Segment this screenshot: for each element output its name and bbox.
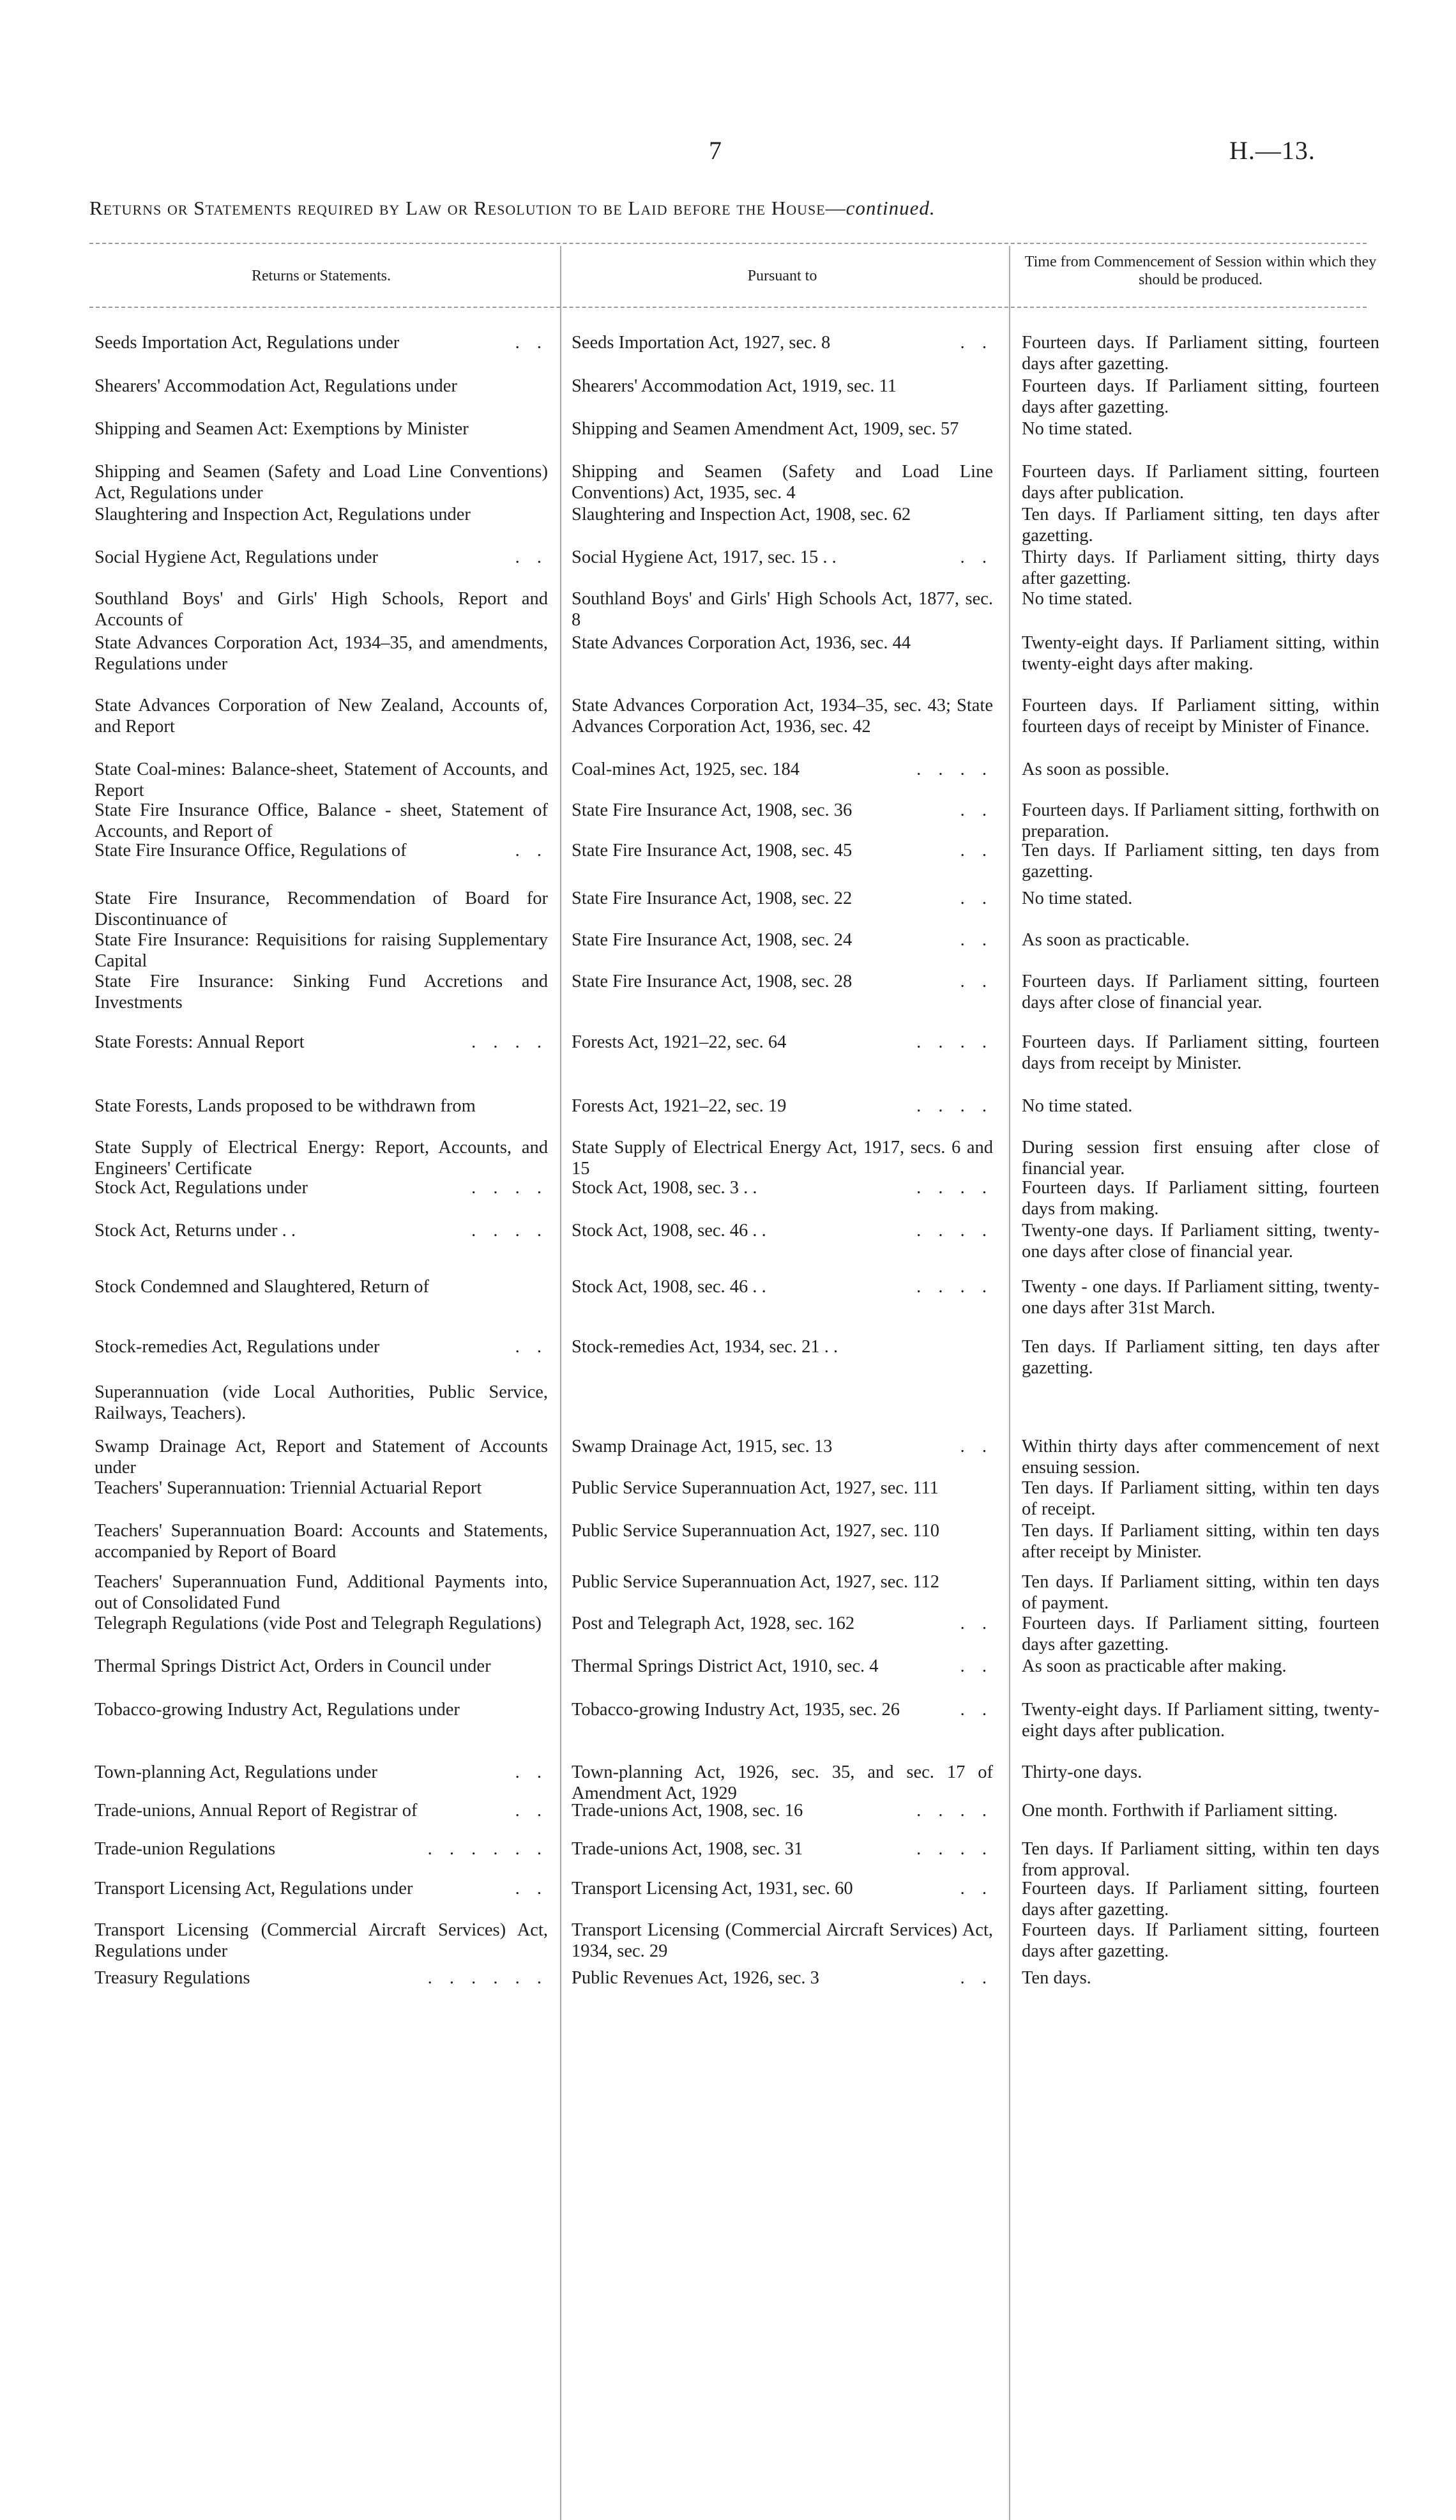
pursuant-cell [572, 929, 993, 951]
returns-cell-text: State Fire Insurance Office, Regulations of [95, 841, 407, 860]
time-cell-text: Thirty-one days. [1022, 1762, 1142, 1782]
returns-cell-text: Seeds Importation Act, Regulations under [95, 333, 400, 353]
leader-dots: . . [515, 333, 548, 353]
time-cell-text: Thirty days. If Parliament sitting, thirty days after gazetting. [1022, 547, 1379, 588]
pursuant-cell [572, 800, 993, 821]
pursuant-cell [572, 461, 993, 503]
time-cell [1022, 1699, 1379, 1741]
pursuant-cell-text: Stock Act, 1908, sec. 3 . . [572, 1178, 757, 1198]
pursuant-cell [572, 1520, 993, 1541]
leader-dots: . . [960, 889, 993, 908]
time-cell [1022, 1032, 1379, 1074]
returns-cell-text: Slaughtering and Inspection Act, Regulations under [95, 505, 471, 524]
leader-dots: . . [515, 1879, 548, 1898]
leader-dots: . . [960, 333, 993, 353]
leader-dots: . . [960, 547, 993, 567]
leader-dots: . . [515, 547, 548, 567]
returns-cell-text: Southland Boys' and Girls' High Schools, Report and Accounts of [95, 589, 548, 630]
returns-cell-text: State Fire Insurance Office, Balance - sheet, Statement of Accounts, and Report of [95, 800, 548, 841]
pursuant-cell [572, 840, 993, 861]
returns-cell [95, 1967, 548, 1989]
returns-cell [95, 1571, 548, 1614]
pursuant-cell-text: Coal-mines Act, 1925, sec. 184 [572, 760, 800, 779]
returns-cell-text: Treasury Regulations [95, 1968, 250, 1988]
time-cell [1022, 376, 1379, 418]
returns-cell [95, 1478, 548, 1499]
time-cell-text: Ten days. If Parliament sitting, ten days after gazetting. [1022, 505, 1379, 546]
pursuant-cell-text: Stock Act, 1908, sec. 46 . . [572, 1221, 766, 1241]
time-cell-text: Fourteen days. If Parliament sitting, within fourteen days of receipt by Minister of Finance. [1022, 696, 1379, 737]
pursuant-cell-text: Seeds Importation Act, 1927, sec. 8 [572, 333, 831, 353]
time-cell-text: As soon as practicable. [1022, 930, 1190, 950]
time-cell-text: Ten days. If Parliament sitting, ten days after gazetting. [1022, 1337, 1379, 1378]
pursuant-cell-text: Public Service Superannuation Act, 1927, sec. 111 [572, 1478, 939, 1498]
leader-dots: . . [960, 1656, 993, 1676]
returns-cell-text: State Coal-mines: Balance-sheet, Statement of Accounts, and Report [95, 760, 548, 800]
time-cell-text: No time stated. [1022, 589, 1133, 609]
time-cell [1022, 1571, 1379, 1614]
pursuant-cell [572, 547, 993, 568]
time-cell [1022, 418, 1379, 439]
returns-cell [95, 1032, 548, 1053]
time-cell [1022, 1613, 1379, 1655]
time-cell-text: No time stated. [1022, 419, 1133, 439]
pursuant-cell [572, 1920, 993, 1962]
time-cell [1022, 1436, 1379, 1478]
leader-dots: . . [960, 800, 993, 820]
pursuant-cell-text: State Advances Corporation Act, 1936, sec. 44 [572, 633, 911, 653]
returns-cell [95, 1436, 548, 1478]
returns-cell [95, 547, 548, 568]
leader-dots: . . . . [471, 1221, 548, 1241]
returns-cell-text: Trade-union Regulations [95, 1839, 276, 1859]
pursuant-cell-text: Public Service Superannuation Act, 1927, sec. 110 [572, 1521, 939, 1541]
returns-cell [95, 929, 548, 972]
column-header-pursuant: Pursuant to [747, 268, 817, 284]
time-cell [1022, 971, 1379, 1013]
time-cell-text: Fourteen days. If Parliament sitting, fourteen days after gazetting. [1022, 1614, 1379, 1654]
pursuant-cell-text: Tobacco-growing Industry Act, 1935, sec. 26 [572, 1700, 900, 1720]
time-cell-text: Ten days. [1022, 1968, 1091, 1988]
time-cell [1022, 332, 1379, 374]
pursuant-cell-text: Post and Telegraph Act, 1928, sec. 162 [572, 1614, 855, 1633]
returns-cell [95, 504, 548, 525]
pursuant-cell-text: Public Service Superannuation Act, 1927, sec. 112 [572, 1572, 939, 1592]
returns-cell-text: State Forests: Annual Report [95, 1032, 305, 1052]
pursuant-cell [572, 1032, 993, 1053]
leader-dots: . . [960, 1968, 993, 1988]
returns-cell-text: State Forests, Lands proposed to be withdrawn from [95, 1096, 476, 1116]
pursuant-cell [572, 1177, 993, 1198]
pursuant-cell-text: Town-planning Act, 1926, sec. 35, and sec. 17 of Amendment Act, 1929 [572, 1762, 993, 1803]
time-cell [1022, 1838, 1379, 1881]
time-cell-text: Fourteen days. If Parliament sitting, fourteen days after close of financial year. [1022, 972, 1379, 1012]
time-cell [1022, 1137, 1379, 1179]
leader-dots: . . [515, 1801, 548, 1821]
title-continued: continued. [846, 197, 936, 219]
returns-cell [95, 1878, 548, 1899]
returns-cell-text: State Supply of Electrical Energy: Report, Accounts, and Engineers' Certificate [95, 1138, 548, 1179]
time-cell [1022, 1656, 1379, 1677]
returns-cell-text: State Fire Insurance: Requisitions for raising Supplementary Capital [95, 930, 548, 971]
time-cell-text: Twenty-eight days. If Parliament sitting, within twenty-eight days after making. [1022, 633, 1379, 674]
returns-cell [95, 1137, 548, 1179]
leader-dots: . . . . [471, 1032, 548, 1052]
time-cell [1022, 888, 1379, 909]
time-cell-text: Fourteen days. If Parliament sitting, fourteen days after gazetting. [1022, 333, 1379, 374]
pursuant-cell [572, 1656, 993, 1677]
returns-cell-text: Stock Condemned and Slaughtered, Return of [95, 1277, 429, 1297]
leader-dots: . . [515, 1337, 548, 1357]
leader-dots: . . [960, 1614, 993, 1633]
returns-cell-text: Shipping and Seamen Act: Exemptions by Minister [95, 419, 469, 439]
returns-cell-text: Teachers' Superannuation: Triennial Actuarial Report [95, 1478, 482, 1498]
pursuant-cell-text: Transport Licensing Act, 1931, sec. 60 [572, 1879, 853, 1898]
returns-cell-text: State Advances Corporation Act, 1934–35, and amendments, Regulations under [95, 633, 548, 674]
leader-dots: . . . . . . [427, 1968, 548, 1988]
time-cell [1022, 840, 1379, 882]
pursuant-cell-text: Shearers' Accommodation Act, 1919, sec. 11 [572, 376, 897, 396]
time-cell [1022, 1096, 1379, 1117]
returns-cell [95, 1520, 548, 1562]
returns-cell [95, 1220, 548, 1241]
time-cell [1022, 1336, 1379, 1378]
returns-cell-text: Social Hygiene Act, Regulations under [95, 547, 379, 567]
returns-cell [95, 840, 548, 861]
leader-dots: . . . . [471, 1178, 548, 1198]
pursuant-cell [572, 888, 993, 909]
returns-cell-text: Shearers' Accommodation Act, Regulations under [95, 376, 457, 396]
returns-cell [95, 1762, 548, 1783]
time-cell [1022, 695, 1379, 737]
time-cell [1022, 547, 1379, 589]
time-cell-text: Ten days. If Parliament sitting, ten days from gazetting. [1022, 841, 1379, 882]
returns-cell-text: Teachers' Superannuation Fund, Additional Payments into, out of Consolidated Fund [95, 1572, 548, 1613]
returns-cell-text: Superannuation (vide Local Authorities, Public Service, Railways, Teachers). [95, 1382, 548, 1423]
time-cell [1022, 1276, 1379, 1318]
pursuant-cell [572, 1800, 993, 1821]
pursuant-cell [572, 1478, 993, 1499]
pursuant-cell-text: Trade-unions Act, 1908, sec. 16 [572, 1801, 803, 1821]
returns-cell [95, 759, 548, 801]
time-cell [1022, 1177, 1379, 1219]
leader-dots: . . . . [916, 760, 993, 779]
time-cell [1022, 504, 1379, 546]
time-cell-text: Fourteen days. If Parliament sitting, fourteen days after gazetting. [1022, 1920, 1379, 1961]
time-cell-text: No time stated. [1022, 1096, 1133, 1116]
pursuant-cell-text: Trade-unions Act, 1908, sec. 31 [572, 1839, 803, 1859]
time-cell-text: Ten days. If Parliament sitting, within ten days from approval. [1022, 1839, 1379, 1880]
time-cell-text: Ten days. If Parliament sitting, within ten days of receipt. [1022, 1478, 1379, 1519]
returns-cell [95, 376, 548, 397]
time-cell [1022, 1762, 1379, 1783]
pursuant-cell-text: Social Hygiene Act, 1917, sec. 15 . . [572, 547, 837, 567]
returns-cell-text: Swamp Drainage Act, Report and Statement of Accounts under [95, 1437, 548, 1478]
page-number: 7 [709, 136, 722, 165]
time-cell-text: One month. Forthwith if Parliament sitting. [1022, 1801, 1338, 1821]
pursuant-cell-text: State Fire Insurance Act, 1908, sec. 24 [572, 930, 853, 950]
time-cell [1022, 800, 1379, 842]
time-cell-text: No time stated. [1022, 889, 1133, 908]
returns-cell [95, 1336, 548, 1357]
pursuant-cell-text: State Fire Insurance Act, 1908, sec. 22 [572, 889, 853, 908]
pursuant-cell [572, 1838, 993, 1859]
leader-dots: . . . . [916, 1839, 993, 1859]
returns-cell-text: Teachers' Superannuation Board: Accounts and Statements, accompanied by Report of Board [95, 1521, 548, 1562]
returns-cell-text: Stock-remedies Act, Regulations under [95, 1337, 380, 1357]
time-cell-text: Twenty-one days. If Parliament sitting, twenty-one days after close of financial year. [1022, 1221, 1379, 1262]
time-cell-text: Ten days. If Parliament sitting, within ten days of payment. [1022, 1572, 1379, 1613]
time-cell [1022, 1520, 1379, 1562]
returns-cell-text: Transport Licensing Act, Regulations under [95, 1879, 413, 1898]
pursuant-cell [572, 695, 993, 737]
time-cell-text: Fourteen days. If Parliament sitting, fourteen days from receipt by Minister. [1022, 1032, 1379, 1073]
leader-dots: . . [960, 930, 993, 950]
pursuant-cell [572, 1220, 993, 1241]
time-cell-text: Ten days. If Parliament sitting, within ten days after receipt by Minister. [1022, 1521, 1379, 1562]
pursuant-cell-text: State Fire Insurance Act, 1908, sec. 36 [572, 800, 853, 820]
returns-cell-text: State Fire Insurance, Recommendation of Board for Discontinuance of [95, 889, 548, 929]
returns-cell-text: Tobacco-growing Industry Act, Regulations under [95, 1700, 460, 1720]
leader-dots: . . . . [916, 1178, 993, 1198]
pursuant-cell [572, 1276, 993, 1297]
pursuant-cell-text: Southland Boys' and Girls' High Schools Act, 1877, sec. 8 [572, 589, 993, 630]
pursuant-cell [572, 588, 993, 630]
pursuant-cell [572, 504, 993, 525]
column-header-returns: Returns or Statements. [252, 268, 391, 284]
pursuant-cell-text: Swamp Drainage Act, 1915, sec. 13 [572, 1437, 833, 1456]
time-cell [1022, 1478, 1379, 1520]
returns-cell [95, 1096, 548, 1117]
time-cell [1022, 929, 1379, 951]
time-cell [1022, 461, 1379, 503]
pursuant-cell [572, 632, 993, 653]
returns-cell [95, 1920, 548, 1962]
returns-cell [95, 1382, 548, 1424]
pursuant-cell [572, 332, 993, 353]
returns-cell-text: Thermal Springs District Act, Orders in Council under [95, 1656, 491, 1676]
pursuant-cell [572, 1967, 993, 1989]
returns-cell [95, 971, 548, 1013]
returns-cell-text: Trade-unions, Annual Report of Registrar of [95, 1801, 418, 1821]
time-cell-text: Fourteen days. If Parliament sitting, fourteen days from making. [1022, 1178, 1379, 1219]
time-cell-text: Twenty-eight days. If Parliament sitting, twenty-eight days after publication. [1022, 1700, 1379, 1741]
returns-cell [95, 588, 548, 630]
time-cell [1022, 588, 1379, 609]
pursuant-cell [572, 1096, 993, 1117]
pursuant-cell-text: Public Revenues Act, 1926, sec. 3 [572, 1968, 819, 1988]
returns-cell [95, 695, 548, 737]
pursuant-cell [572, 1436, 993, 1457]
pursuant-cell-text: Thermal Springs District Act, 1910, sec. 4 [572, 1656, 879, 1676]
time-cell-text: Fourteen days. If Parliament sitting, forthwith on preparation. [1022, 800, 1379, 841]
time-cell [1022, 1967, 1379, 1989]
pursuant-cell [572, 1137, 993, 1179]
time-cell-text: During session first ensuing after close of financial year. [1022, 1138, 1379, 1179]
pursuant-cell-text: State Advances Corporation Act, 1934–35, sec. 43; State Advances Corporation Act, 1936, sec. 42 [572, 696, 993, 737]
time-cell [1022, 1800, 1379, 1821]
returns-cell [95, 1177, 548, 1198]
time-cell [1022, 1220, 1379, 1262]
pursuant-cell-text: State Supply of Electrical Energy Act, 1917, secs. 6 and 15 [572, 1138, 993, 1179]
leader-dots: . . [960, 841, 993, 860]
pursuant-cell-text: Transport Licensing (Commercial Aircraft Services) Act, 1934, sec. 29 [572, 1920, 993, 1961]
pursuant-cell-text: Forests Act, 1921–22, sec. 19 [572, 1096, 787, 1116]
leader-dots: . . [515, 841, 548, 860]
returns-cell-text: Stock Act, Regulations under [95, 1178, 308, 1198]
leader-dots: . . . . [916, 1096, 993, 1116]
returns-cell [95, 1838, 548, 1859]
leader-dots: . . [960, 1700, 993, 1720]
time-cell-text: Fourteen days. If Parliament sitting, fourteen days after publication. [1022, 462, 1379, 503]
returns-cell [95, 800, 548, 842]
time-cell-text: Fourteen days. If Parliament sitting, fourteen days after gazetting. [1022, 1879, 1379, 1920]
document-code: H.—13. [1229, 136, 1316, 165]
returns-cell [95, 332, 548, 353]
time-cell [1022, 1878, 1379, 1920]
time-cell-text: As soon as possible. [1022, 760, 1170, 779]
time-cell [1022, 1920, 1379, 1962]
returns-cell-text: State Fire Insurance: Sinking Fund Accretions and Investments [95, 972, 548, 1012]
pursuant-cell [572, 1878, 993, 1899]
returns-cell [95, 1800, 548, 1821]
time-cell-text: Twenty - one days. If Parliament sitting, twenty-one days after 31st March. [1022, 1277, 1379, 1318]
leader-dots: . . [960, 1437, 993, 1456]
returns-cell [95, 1276, 548, 1297]
pursuant-cell-text: Stock-remedies Act, 1934, sec. 21 . . [572, 1337, 838, 1357]
returns-cell [95, 461, 548, 503]
leader-dots: . . . . [916, 1221, 993, 1241]
returns-cell [95, 1699, 548, 1720]
pursuant-cell [572, 1613, 993, 1634]
time-cell [1022, 632, 1379, 675]
pursuant-cell-text: Shipping and Seamen Amendment Act, 1909, sec. 57 [572, 419, 959, 439]
returns-cell-text: Transport Licensing (Commercial Aircraft Services) Act, Regulations under [95, 1920, 548, 1961]
pursuant-cell [572, 1571, 993, 1592]
returns-cell [95, 418, 548, 439]
leader-dots: . . . . . . [427, 1839, 548, 1859]
leader-dots: . . [515, 1762, 548, 1782]
pursuant-cell-text: Forests Act, 1921–22, sec. 64 [572, 1032, 787, 1052]
title-text: Returns or Statements required by Law or Resolution to be Laid before the House— [89, 197, 846, 219]
pursuant-cell [572, 1762, 993, 1804]
returns-cell-text: Town-planning Act, Regulations under [95, 1762, 377, 1782]
time-cell [1022, 759, 1379, 780]
pursuant-cell [572, 759, 993, 780]
pursuant-cell-text: Slaughtering and Inspection Act, 1908, sec. 62 [572, 505, 911, 524]
pursuant-cell [572, 1336, 993, 1357]
pursuant-cell-text: Stock Act, 1908, sec. 46 . . [572, 1277, 766, 1297]
column-header-time: Time from Commencement of Session within which they should be produced. [1024, 254, 1377, 288]
pursuant-cell [572, 376, 993, 397]
pursuant-cell [572, 971, 993, 992]
leader-dots: . . . . [916, 1277, 993, 1297]
pursuant-cell-text: State Fire Insurance Act, 1908, sec. 45 [572, 841, 853, 860]
returns-cell [95, 632, 548, 675]
returns-cell-text: State Advances Corporation of New Zealand, Accounts of, and Report [95, 696, 548, 737]
returns-cell [95, 888, 548, 930]
leader-dots: . . [960, 972, 993, 991]
pursuant-cell [572, 418, 993, 439]
returns-cell [95, 1613, 548, 1634]
time-cell-text: Fourteen days. If Parliament sitting, fourteen days after gazetting. [1022, 376, 1379, 417]
returns-cell-text: Stock Act, Returns under . . [95, 1221, 296, 1241]
leader-dots: . . [960, 1879, 993, 1898]
returns-cell [95, 1656, 548, 1677]
time-cell-text: As soon as practicable after making. [1022, 1656, 1287, 1676]
returns-cell-text: Shipping and Seamen (Safety and Load Line Conventions) Act, Regulations under [95, 462, 548, 503]
leader-dots: . . . . [916, 1032, 993, 1052]
pursuant-cell [572, 1699, 993, 1720]
time-cell-text: Within thirty days after commencement of next ensuing session. [1022, 1437, 1379, 1478]
returns-cell-text: Telegraph Regulations (vide Post and Telegraph Regulations) [95, 1614, 542, 1633]
pursuant-cell-text: Shipping and Seamen (Safety and Load Line Conventions) Act, 1935, sec. 4 [572, 462, 993, 503]
pursuant-cell-text: State Fire Insurance Act, 1908, sec. 28 [572, 972, 853, 991]
leader-dots: . . . . [916, 1801, 993, 1821]
